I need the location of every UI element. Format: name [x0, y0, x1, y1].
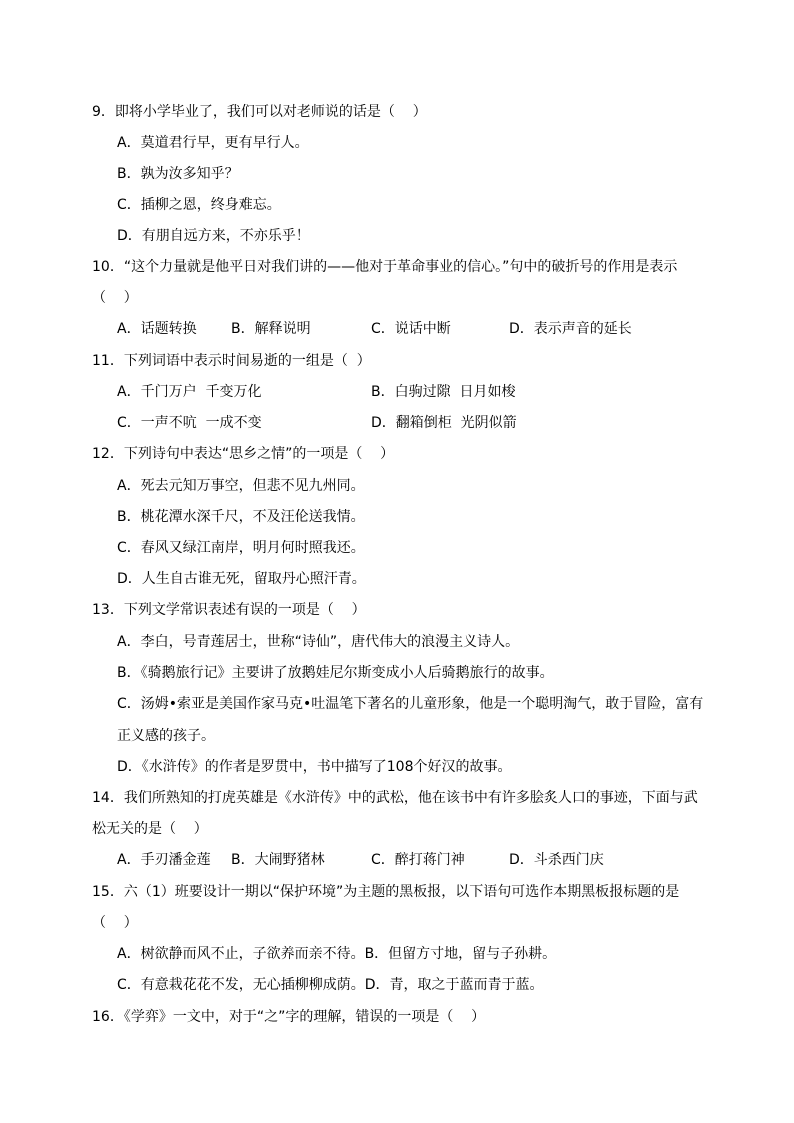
question-14-stem: 14．我们所熟知的打虎英雄是《水浒传》中的武松，他在该书中有许多脍炙人口的事迹，下面与武 [92, 790, 698, 806]
question-15-stem-cont: （ ） [92, 915, 138, 931]
question-11-option-d: D．翻箱倒柜 光阴似箭 [371, 415, 517, 431]
question-14-option-c: C．醉打蒋门神 [371, 852, 465, 868]
question-14-option-d: D．斗杀西门庆 [509, 852, 604, 868]
question-10-option-b: B．解释说明 [231, 321, 311, 337]
question-9-option-d: D．有朋自远方来，不亦乐乎！ [117, 228, 310, 244]
question-9-stem: 9．即将小学毕业了，我们可以对老师说的话是（ ） [92, 104, 427, 120]
question-12-option-a: A．死去元知万事空，但悲不见九州同。 [117, 478, 365, 494]
question-13-option-a: A．李白，号青莲居士，世称“诗仙”，唐代伟大的浪漫主义诗人。 [117, 634, 520, 650]
question-15-options-line-1: A．树欲静而风不止，子欲养而亲不待。B．但留方寸地，留与子孙耕。 [117, 946, 557, 962]
question-14-option-a: A．手刃潘金莲 [117, 852, 211, 868]
question-13-option-c: C．汤姆•索亚是美国作家马克•吐温笔下著名的儿童形象，他是一个聪明淘气，敢于冒险，富有 [117, 696, 704, 712]
question-10-stem-cont: （ ） [92, 290, 138, 306]
question-13-option-d: D．《水浒传》的作者是罗贯中，书中描写了108个好汉的故事。 [117, 759, 512, 775]
question-13-option-c-cont: 正义感的孩子。 [117, 728, 215, 744]
question-12-option-d: D．人生自古谁无死，留取丹心照汗青。 [117, 571, 366, 587]
question-12-stem: 12．下列诗句中表达“思乡之情”的一项是（ ） [92, 446, 395, 462]
question-11-option-c: C．一声不吭 一成不变 [117, 415, 262, 431]
question-13-option-b: B．《骑鹅旅行记》主要讲了放鹅娃尼尔斯变成小人后骑鹅旅行的故事。 [117, 665, 554, 681]
question-9-option-b: B．孰为汝多知乎？ [117, 166, 239, 182]
question-9-option-c: C．插柳之恩，终身难忘。 [117, 197, 281, 213]
question-14-option-b: B．大闹野猪林 [231, 852, 325, 868]
question-11-option-b: B．白驹过隙 日月如梭 [371, 384, 516, 400]
question-10-stem: 10．“这个力量就是他平日对我们讲的——他对于革命事业的信心。”句中的破折号的作用是表示 [92, 259, 678, 275]
question-14-stem-cont: 松无关的是（ ） [92, 821, 208, 837]
question-13-stem: 13．下列文学常识表述有误的一项是（ ） [92, 602, 366, 618]
question-10-option-d: D．表示声音的延长 [509, 321, 632, 337]
question-16-stem: 16．《学弈》一文中，对于“之”字的理解，错误的一项是（ ） [92, 1009, 486, 1025]
question-10-option-a: A．话题转换 [117, 321, 197, 337]
question-12-option-c: C．春风又绿江南岸，明月何时照我还。 [117, 540, 365, 556]
question-11-stem: 11．下列词语中表示时间易逝的一组是（ ） [92, 353, 371, 369]
question-15-options-line-2: C．有意栽花花不发，无心插柳柳成荫。D．青，取之于蓝而青于蓝。 [117, 977, 544, 993]
question-11-option-a: A．千门万户 千变万化 [117, 384, 262, 400]
question-10-option-c: C．说话中断 [371, 321, 451, 337]
question-15-stem: 15．六（1）班要设计一期以“保护环境”为主题的黑板报，以下语句可选作本期黑板报标题的是 [92, 884, 680, 900]
question-9-option-a: A．莫道君行早，更有早行人。 [117, 135, 309, 151]
question-12-option-b: B．桃花潭水深千尺，不及汪伦送我情。 [117, 509, 365, 525]
